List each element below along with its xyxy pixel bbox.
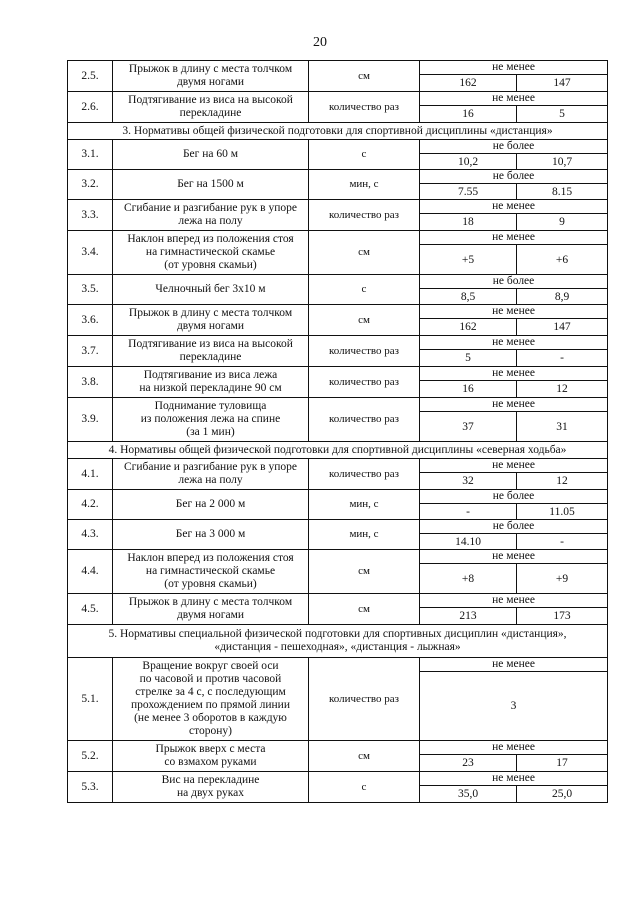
- exercise-name-line: двумя ногами: [176, 609, 245, 621]
- unit-cell: мин, с: [309, 490, 420, 520]
- norm-row: [68, 520, 608, 534]
- norm-row: [68, 200, 608, 214]
- norm-row: [68, 658, 608, 672]
- row-number: 3.9.: [68, 398, 113, 442]
- section-header-line: 5. Нормативы специальной физической подготовки для спортивных дисциплин «дистанция»,: [108, 628, 567, 640]
- exercise-name-line: Наклон вперед из положения стоя: [127, 552, 294, 564]
- value-cell-1: 213: [420, 608, 517, 625]
- section-header-line: «дистанция - пешеходная», «дистанция - лыжная»: [214, 641, 461, 653]
- exercise-name-line: лежа на полу: [178, 474, 243, 486]
- value-cell-1: 16: [420, 381, 517, 398]
- condition-cell: не более: [420, 490, 608, 504]
- row-number: 4.5.: [68, 594, 113, 625]
- unit-cell: количество раз: [309, 398, 420, 442]
- condition-cell: не более: [420, 520, 608, 534]
- condition-cell: не более: [420, 275, 608, 289]
- condition-cell: не менее: [420, 772, 608, 786]
- value-cell-1: 14.10: [420, 534, 517, 550]
- exercise-name: [113, 275, 309, 305]
- condition-cell: не более: [420, 170, 608, 184]
- unit-cell: количество раз: [309, 336, 420, 367]
- row-number: 4.1.: [68, 459, 113, 490]
- norm-row: [68, 170, 608, 184]
- exercise-name-line: Бег на 1500 м: [177, 178, 244, 190]
- exercise-name-line: по часовой и против часовой: [139, 673, 282, 685]
- norm-row: [68, 459, 608, 473]
- exercise-name-line: Наклон вперед из положения стоя: [127, 233, 294, 245]
- value-cell-1: 16: [420, 106, 517, 123]
- row-number: 4.4.: [68, 550, 113, 594]
- exercise-name: [113, 459, 309, 490]
- exercise-name: [113, 398, 309, 442]
- value-cell-2: +6: [517, 245, 608, 275]
- unit-cell: см: [309, 61, 420, 92]
- exercise-name: [113, 305, 309, 336]
- exercise-name-line: Подтягивание из виса лежа: [143, 369, 278, 381]
- value-cell-2: 8.15: [517, 184, 608, 200]
- exercise-name-line: Сгибание и разгибание рук в упоре: [124, 461, 297, 473]
- condition-cell: не менее: [420, 594, 608, 608]
- norm-row: [68, 61, 608, 75]
- unit-cell: см: [309, 231, 420, 275]
- value-cell-2: 8,9: [517, 289, 608, 305]
- exercise-name-line: Вращение вокруг своей оси: [142, 660, 279, 672]
- exercise-name-line: (от уровня скамьи): [164, 578, 257, 590]
- norm-row: [68, 772, 608, 786]
- exercise-name-line: Бег на 2 000 м: [175, 498, 246, 510]
- value-cell-1: 8,5: [420, 289, 517, 305]
- section-header-row: [68, 625, 608, 658]
- exercise-name-line: сторону): [189, 725, 232, 737]
- exercise-name-line: Бег на 60 м: [182, 148, 239, 160]
- unit-cell: с: [309, 772, 420, 803]
- row-number: 5.2.: [68, 741, 113, 772]
- section-header-row: [68, 123, 608, 140]
- exercise-name-line: со взмахом руками: [164, 756, 257, 768]
- value-cell-2: 12: [517, 381, 608, 398]
- exercise-name-line: Челночный бег 3х10 м: [155, 283, 266, 295]
- exercise-name: [113, 61, 309, 92]
- condition-cell: не менее: [420, 367, 608, 381]
- value-cell-2: 17: [517, 755, 608, 772]
- unit-cell: см: [309, 594, 420, 625]
- value-cell-1: 10,2: [420, 154, 517, 170]
- exercise-name-line: Подтягивание из виса на высокой: [128, 338, 293, 350]
- exercise-name-line: на двух руках: [176, 787, 244, 799]
- unit-cell: см: [309, 741, 420, 772]
- exercise-name: [113, 140, 309, 170]
- norm-row: [68, 741, 608, 755]
- row-number: 5.1.: [68, 658, 113, 741]
- condition-cell: не менее: [420, 658, 608, 672]
- section-header-line: 3. Нормативы общей физической подготовки для спортивной дисциплины «дистанция»: [122, 124, 553, 137]
- norm-row: [68, 594, 608, 608]
- norm-row: [68, 398, 608, 412]
- value-cell-2: 12: [517, 473, 608, 490]
- condition-cell: не менее: [420, 550, 608, 564]
- value-cell-2: +9: [517, 564, 608, 594]
- exercise-name-line: Подтягивание из виса на высокой: [128, 94, 293, 106]
- norm-row: [68, 231, 608, 245]
- condition-cell: не менее: [420, 336, 608, 350]
- row-number: 3.3.: [68, 200, 113, 231]
- row-number: 4.2.: [68, 490, 113, 520]
- norm-row: [68, 550, 608, 564]
- norm-row: [68, 336, 608, 350]
- exercise-name-line: на гимнастической скамье: [145, 565, 276, 577]
- unit-cell: см: [309, 550, 420, 594]
- value-cell-2: 9: [517, 214, 608, 231]
- row-number: 3.5.: [68, 275, 113, 305]
- exercise-name: [113, 520, 309, 550]
- value-cell-1: 23: [420, 755, 517, 772]
- value-cell-1: 35,0: [420, 786, 517, 803]
- norm-row: [68, 305, 608, 319]
- value-cell-1: -: [420, 504, 517, 520]
- row-number: 3.8.: [68, 367, 113, 398]
- condition-cell: не менее: [420, 305, 608, 319]
- row-number: 3.2.: [68, 170, 113, 200]
- unit-cell: количество раз: [309, 92, 420, 123]
- condition-cell: не менее: [420, 200, 608, 214]
- value-cell-2: 25,0: [517, 786, 608, 803]
- value-cell-2: -: [517, 534, 608, 550]
- row-number: 4.3.: [68, 520, 113, 550]
- exercise-name-line: из положения лежа на спине: [140, 413, 281, 425]
- exercise-name: [113, 490, 309, 520]
- value-cell-1: 7.55: [420, 184, 517, 200]
- value-cell-1: +5: [420, 245, 517, 275]
- page-number: 20: [313, 35, 327, 50]
- exercise-name-line: Сгибание и разгибание рук в упоре: [124, 202, 297, 214]
- norm-row: [68, 92, 608, 106]
- value-cell-2: 10,7: [517, 154, 608, 170]
- row-number: 5.3.: [68, 772, 113, 803]
- exercise-name-line: двумя ногами: [176, 76, 245, 88]
- row-number: 2.6.: [68, 92, 113, 123]
- condition-cell: не менее: [420, 741, 608, 755]
- exercise-name-line: стрелке за 4 с, с последующим: [135, 686, 286, 698]
- exercise-name: [113, 772, 309, 803]
- value-cell-2: 31: [517, 412, 608, 442]
- row-number: 3.6.: [68, 305, 113, 336]
- unit-cell: с: [309, 275, 420, 305]
- norm-row: [68, 140, 608, 154]
- exercise-name: [113, 658, 309, 741]
- value-cell: 3: [420, 672, 608, 741]
- exercise-name-line: Вис на перекладине: [161, 774, 260, 786]
- value-cell-1: 5: [420, 350, 517, 367]
- row-number: 3.7.: [68, 336, 113, 367]
- unit-cell: количество раз: [309, 367, 420, 398]
- unit-cell: с: [309, 140, 420, 170]
- exercise-name: [113, 170, 309, 200]
- exercise-name-line: двумя ногами: [176, 320, 245, 332]
- exercise-name-line: Прыжок в длину с места толчком: [128, 307, 293, 319]
- condition-cell: не менее: [420, 231, 608, 245]
- norm-row: [68, 367, 608, 381]
- exercise-name-line: Поднимание туловища: [154, 400, 267, 412]
- exercise-name-line: перекладине: [179, 351, 242, 363]
- section-header-line: 4. Нормативы общей физической подготовки для спортивной дисциплины «северная ходьба»: [108, 443, 567, 456]
- norm-row: [68, 490, 608, 504]
- exercise-name-line: на низкой перекладине 90 см: [139, 382, 282, 394]
- row-number: 3.1.: [68, 140, 113, 170]
- exercise-name: [113, 741, 309, 772]
- row-number: 2.5.: [68, 61, 113, 92]
- exercise-name: [113, 336, 309, 367]
- exercise-name: [113, 550, 309, 594]
- section-header: [68, 123, 608, 140]
- value-cell-2: 147: [517, 319, 608, 336]
- value-cell-1: 162: [420, 75, 517, 92]
- value-cell-1: 32: [420, 473, 517, 490]
- exercise-name: [113, 594, 309, 625]
- unit-cell: количество раз: [309, 200, 420, 231]
- section-header-row: [68, 442, 608, 459]
- condition-cell: не менее: [420, 61, 608, 75]
- exercise-name-line: (за 1 мин): [186, 426, 235, 438]
- exercise-name-line: Бег на 3 000 м: [175, 528, 246, 540]
- condition-cell: не более: [420, 140, 608, 154]
- exercise-name-line: (не менее 3 оборотов в каждую: [134, 712, 287, 724]
- condition-cell: не менее: [420, 459, 608, 473]
- exercise-name: [113, 92, 309, 123]
- section-header: [68, 442, 608, 459]
- unit-cell: мин, с: [309, 170, 420, 200]
- exercise-name: [113, 367, 309, 398]
- exercise-name-line: прохождением по прямой линии: [131, 699, 290, 711]
- exercise-name-line: (от уровня скамьи): [164, 259, 257, 271]
- unit-cell: см: [309, 305, 420, 336]
- unit-cell: количество раз: [309, 658, 420, 741]
- value-cell-2: 11.05: [517, 504, 608, 520]
- exercise-name-line: лежа на полу: [178, 215, 243, 227]
- exercise-name-line: перекладине: [179, 107, 242, 119]
- exercise-name: [113, 200, 309, 231]
- value-cell-2: 5: [517, 106, 608, 123]
- condition-cell: не менее: [420, 92, 608, 106]
- value-cell-2: 147: [517, 75, 608, 92]
- norms-table: [67, 60, 608, 803]
- condition-cell: не менее: [420, 398, 608, 412]
- value-cell-1: 18: [420, 214, 517, 231]
- exercise-name-line: на гимнастической скамье: [145, 246, 276, 258]
- exercise-name-line: Прыжок в длину с места толчком: [128, 596, 293, 608]
- exercise-name: [113, 231, 309, 275]
- value-cell-1: 162: [420, 319, 517, 336]
- value-cell-1: +8: [420, 564, 517, 594]
- unit-cell: количество раз: [309, 459, 420, 490]
- value-cell-2: -: [517, 350, 608, 367]
- value-cell-1: 37: [420, 412, 517, 442]
- norm-row: [68, 275, 608, 289]
- value-cell-2: 173: [517, 608, 608, 625]
- row-number: 3.4.: [68, 231, 113, 275]
- unit-cell: мин, с: [309, 520, 420, 550]
- section-header: [68, 625, 608, 658]
- exercise-name-line: Прыжок в длину с места толчком: [128, 63, 293, 75]
- exercise-name-line: Прыжок вверх с места: [155, 743, 266, 755]
